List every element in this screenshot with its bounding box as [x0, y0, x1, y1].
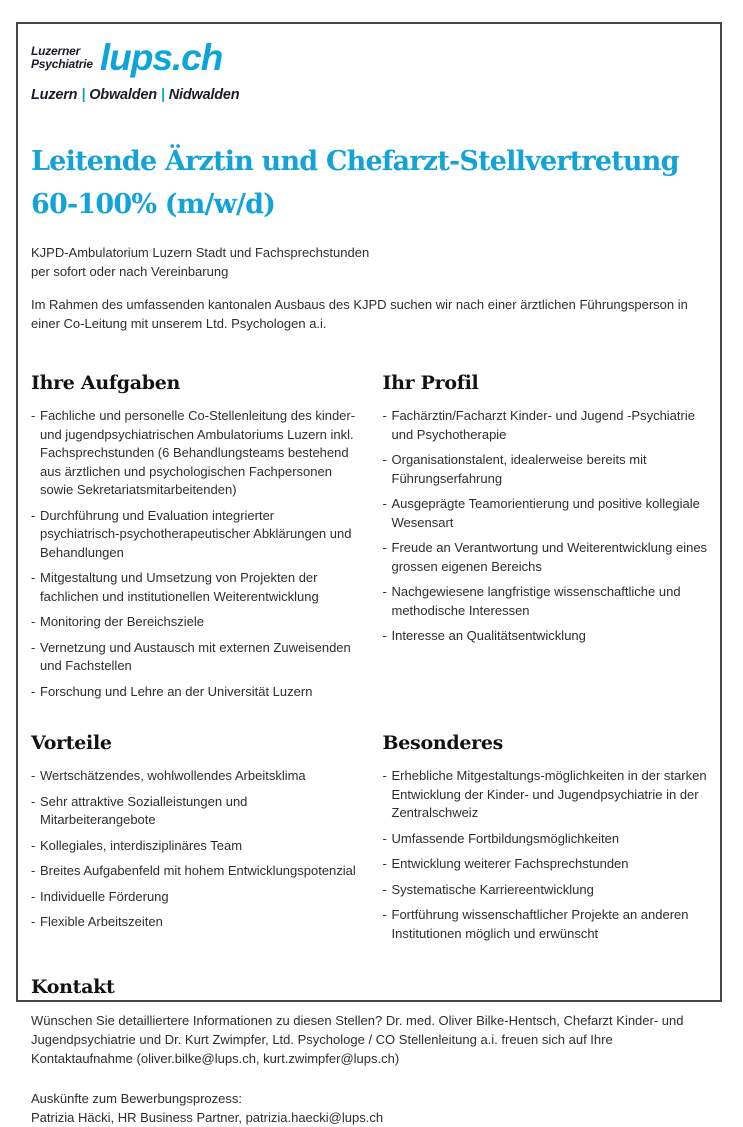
- application-process-block: [31, 1089, 708, 1127]
- logo-regions: [31, 87, 708, 103]
- region-obwalden: Obwalden: [89, 87, 157, 103]
- job-title: [31, 140, 708, 226]
- region-luzern: Luzern: [31, 87, 78, 103]
- section-heading-profil: Ihr Profil: [382, 372, 479, 394]
- document-page: [16, 22, 722, 1125]
- logo-domain: lups.ch: [99, 37, 223, 78]
- list-item: - Mitgestaltung und Umsetzung von Projekten der fachlichen und institutionellen Weiterentwicklung: [31, 569, 357, 606]
- section-heading-vorteile: Vorteile: [31, 732, 112, 754]
- process-label: Auskünfte zum Bewerbungsprozess:: [31, 1091, 242, 1106]
- list-item: - Kollegiales, interdisziplinäres Team: [31, 837, 357, 856]
- list-item: - Durchführung und Evaluation integrierter psychiatrisch-psychotherapeutischer Abklärungen und Behandlungen: [31, 507, 357, 563]
- logo: [31, 39, 708, 76]
- section-besonderes: [383, 732, 709, 950]
- subtitle-location: KJPD-Ambulatorium Luzern Stadt und Fachsprechstunden: [31, 245, 370, 260]
- list-item: - Wertschätzendes, wohlwollendes Arbeitsklima: [31, 767, 357, 786]
- logo-org-name: [31, 39, 93, 71]
- list-item: - Interesse an Qualitätsentwicklung: [383, 627, 709, 646]
- job-title-line1: Leitende Ärztin und Chefarzt-Stellvertretung: [31, 146, 679, 177]
- list-item: - Fortführung wissenschaftlicher Projekte an anderen Institutionen möglich und erwünscht: [383, 906, 709, 943]
- profil-list: [383, 407, 709, 646]
- list-item: - Vernetzung und Austausch mit externen Zuweisenden und Fachstellen: [31, 639, 357, 676]
- subtitle-start-date: per sofort oder nach Vereinbarung: [31, 264, 229, 279]
- list-item: - Fachliche und personelle Co-Stellenleitung des kinder- und jugendpsychiatrischen Ambulatoriums Luzern inkl. Fachsprechstunden (6 Behandlungsteams bestehend aus ärztlichen und psychologischen Fachpersonen sowie Sekretariatsmitarbeitenden): [31, 407, 357, 500]
- aufgaben-list: [31, 407, 357, 701]
- region-nidwalden: Nidwalden: [168, 87, 240, 103]
- section-aufgaben: [31, 372, 357, 708]
- logo-org-line2: Psychiatrie: [31, 56, 93, 71]
- list-item: - Organisationstalent, idealerweise bereits mit Führungserfahrung: [383, 451, 709, 488]
- list-item: - Entwicklung weiterer Fachsprechstunden: [383, 855, 709, 874]
- logo-org-line1: Luzerner: [31, 44, 81, 58]
- besonderes-list: [383, 767, 709, 943]
- intro-paragraph: Im Rahmen des umfassenden kantonalen Ausbaus des KJPD suchen wir nach einer ärztlichen Führungsperson in einer Co-Leitung mit unserem Ltd. Psychologen a.i.: [31, 297, 688, 331]
- list-item: - Sehr attraktive Sozialleistungen und Mitarbeiterangebote: [31, 793, 357, 830]
- list-item: - Systematische Karriereentwicklung: [383, 881, 709, 900]
- vorteile-list: [31, 767, 357, 932]
- list-item: - Umfassende Fortbildungsmöglichkeiten: [383, 830, 709, 849]
- logo-block: [31, 39, 708, 103]
- contact-paragraph: Wünschen Sie detailliertere Informationen zu diesen Stellen? Dr. med. Oliver Bilke-Hentsch, Chefarzt Kinder- und Jugendpsychiatrie und Dr. Kurt Zwimpfer, Ltd. Psychologe / CO Stellenleitung a.i. freuen sich auf Ihre Kontaktaufnahme (oliver.bilke@lups.ch, kurt.zwimpfer@lups.ch): [31, 1013, 684, 1066]
- section-heading-kontakt: Kontakt: [31, 976, 115, 998]
- list-item: - Ausgeprägte Teamorientierung und positive kollegiale Wesensart: [383, 495, 709, 532]
- list-item: - Forschung und Lehre an der Universität Luzern: [31, 683, 357, 702]
- process-contact: Patrizia Häcki, HR Business Partner, patrizia.haecki@lups.ch: [31, 1110, 384, 1125]
- job-subtitle: [31, 243, 708, 281]
- section-heading-aufgaben: Ihre Aufgaben: [31, 372, 181, 394]
- list-item: - Monitoring der Bereichsziele: [31, 613, 357, 632]
- list-item: - Individuelle Förderung: [31, 888, 357, 907]
- job-title-line2: 60-100% (m/w/d): [31, 189, 276, 220]
- list-item: - Fachärztin/Facharzt Kinder- und Jugend -Psychiatrie und Psychotherapie: [383, 407, 709, 444]
- list-item: - Nachgewiesene langfristige wissenschaftliche und methodische Interessen: [383, 583, 709, 620]
- list-item: - Breites Aufgabenfeld mit hohem Entwicklungspotenzial: [31, 862, 357, 881]
- list-item: - Erhebliche Mitgestaltungs-möglichkeiten in der starken Entwicklung der Kinder- und Jugendpsychiatrie in der Zentralschweiz: [383, 767, 709, 823]
- section-heading-besonderes: Besonderes: [382, 732, 504, 754]
- list-item: - Freude an Verantwortung und Weiterentwicklung eines grossen eigenen Bereichs: [383, 539, 709, 576]
- sections-grid: [31, 372, 708, 950]
- section-kontakt: [31, 976, 708, 1127]
- pipe-separator: |: [160, 87, 165, 103]
- pipe-separator: |: [81, 87, 86, 103]
- list-item: - Flexible Arbeitszeiten: [31, 913, 357, 932]
- section-profil: [383, 372, 709, 708]
- section-vorteile: [31, 732, 357, 950]
